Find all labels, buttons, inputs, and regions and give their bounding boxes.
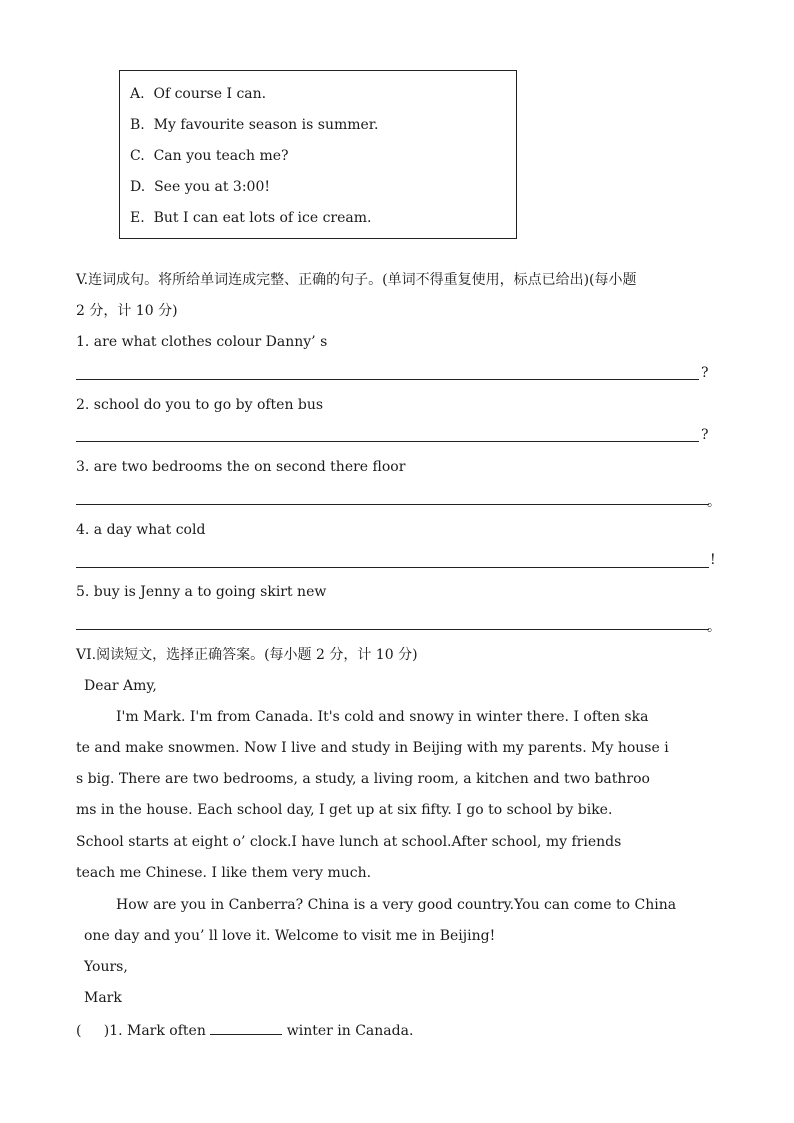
sentence-4-words: 4. a day what cold	[76, 522, 206, 538]
sentence-2-end-punctuation: ?	[701, 427, 709, 443]
option-b: B. My favourite season is summer.	[130, 117, 379, 133]
letter-line: I'm Mark. I'm from Canada. It's cold and snowy in winter there. I often ska	[116, 709, 649, 725]
sentence-1-words: 1. are what clothes colour Danny’ s	[76, 334, 328, 350]
option-c: C. Can you teach me?	[130, 148, 289, 164]
question-1-blank[interactable]	[210, 1020, 282, 1035]
question-1-text-before: 1. Mark often	[109, 1023, 211, 1039]
sentence-5-answer-line[interactable]	[76, 629, 709, 630]
sentence-4-answer-line[interactable]	[76, 567, 709, 568]
sentence-2-words: 2. school do you to go by often bus	[76, 397, 324, 413]
option-d: D. See you at 3:00!	[130, 179, 270, 195]
sentence-5-end-punctuation: 。	[707, 619, 721, 635]
sentence-1-end-punctuation: ?	[701, 365, 709, 381]
section-6-heading: VI.阅读短文，选择正确答案。(每小题 2 分，计 10 分)	[76, 647, 418, 663]
letter-greeting: Dear Amy,	[84, 678, 157, 694]
question-1	[76, 1020, 413, 1040]
sentence-3-end-punctuation: 。	[707, 494, 721, 510]
sentence-1-answer-line[interactable]	[76, 379, 699, 380]
section-5-heading-cont: 2 分，计 10 分)	[76, 303, 178, 319]
letter-line: te and make snowmen. Now I live and study in Beijing with my parents. My house i	[76, 740, 669, 756]
letter-line: ms in the house. Each school day, I get up at six fifty. I go to school by bike.	[76, 802, 613, 818]
letter-line: s big. There are two bedrooms, a study, a living room, a kitchen and two bathroo	[76, 771, 650, 787]
option-a: A. Of course I can.	[130, 86, 267, 102]
sentence-4-end-punctuation: !	[710, 552, 716, 568]
option-box	[119, 70, 517, 239]
answer-parentheses[interactable]: ( )	[76, 1023, 110, 1039]
letter-closing: Yours,	[84, 959, 128, 975]
option-e: E. But I can eat lots of ice cream.	[130, 210, 372, 226]
section-5-heading: V.连词成句。将所给单词连成完整、正确的句子。(单词不得重复使用，标点已给出)(每小题	[76, 272, 637, 288]
sentence-3-words: 3. are two bedrooms the on second there floor	[76, 459, 406, 475]
letter-line: one day and you’ ll love it. Welcome to visit me in Beijing!	[84, 928, 496, 944]
letter-signature: Mark	[84, 990, 122, 1006]
sentence-2-answer-line[interactable]	[76, 441, 699, 442]
letter-line: School starts at eight o’ clock.I have lunch at school.After school, my friends	[76, 834, 622, 850]
question-1-text-after: winter in Canada.	[282, 1023, 414, 1039]
sentence-3-answer-line[interactable]	[76, 504, 709, 505]
letter-line: How are you in Canberra? China is a very good country.You can come to China	[116, 897, 677, 913]
letter-line: teach me Chinese. I like them very much.	[76, 865, 372, 881]
sentence-5-words: 5. buy is Jenny a to going skirt new	[76, 584, 327, 600]
